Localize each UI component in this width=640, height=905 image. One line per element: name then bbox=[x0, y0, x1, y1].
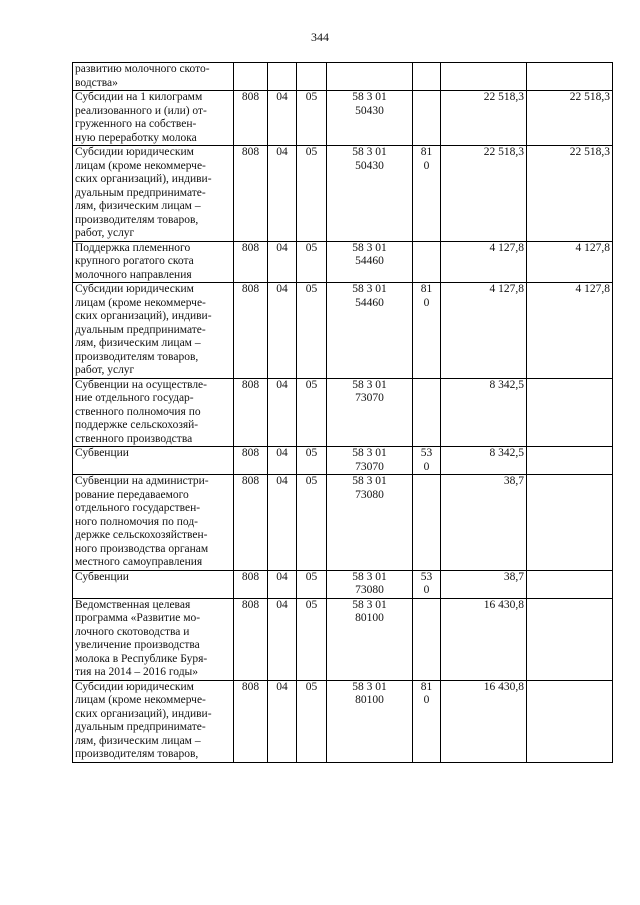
table-row bbox=[73, 475, 613, 571]
name-line: держке сельскохозяйствен- bbox=[75, 529, 208, 541]
csr-line: 58 3 01 bbox=[352, 598, 387, 611]
table-row bbox=[73, 447, 613, 475]
name-line: Субсидии юридическим bbox=[75, 283, 194, 295]
expense-type-cell bbox=[413, 91, 441, 146]
table-row bbox=[73, 378, 613, 447]
amount-2015-cell: 4 127,8 bbox=[441, 241, 527, 283]
item-name-cell bbox=[73, 680, 234, 762]
ministry-code-cell: 808 bbox=[234, 447, 268, 475]
name-line: ственного полномочия по bbox=[75, 405, 201, 418]
vr-line: 81 bbox=[420, 146, 433, 158]
csr-line: 58 3 01 bbox=[352, 241, 387, 254]
name-line: увеличение производства bbox=[75, 639, 200, 651]
name-line: ских организаций), индиви- bbox=[75, 310, 212, 322]
name-line: программа «Развитие мо- bbox=[75, 612, 201, 624]
subsection-code-cell: 05 bbox=[297, 680, 327, 762]
name-line: Поддержка племенного bbox=[75, 241, 191, 254]
name-line: отдельного государствен- bbox=[75, 502, 201, 514]
item-name-cell bbox=[73, 570, 234, 598]
subsection-code-cell: 05 bbox=[297, 283, 327, 379]
name-line: Субсидии на 1 килограмм bbox=[75, 91, 203, 103]
subsection-code-cell: 05 bbox=[297, 570, 327, 598]
name-line: груженного на собствен- bbox=[75, 118, 197, 130]
section-code-cell: 04 bbox=[268, 241, 297, 283]
section-code-cell: 04 bbox=[268, 378, 297, 447]
expense-type-cell bbox=[413, 378, 441, 447]
name-line: Субвенции bbox=[75, 447, 129, 459]
ministry-code-cell: 808 bbox=[234, 570, 268, 598]
ministry-code-cell: 808 bbox=[234, 475, 268, 571]
table-row bbox=[73, 283, 613, 379]
expense-type-cell bbox=[413, 598, 441, 680]
target-article-cell bbox=[327, 570, 413, 598]
section-code-cell: 04 bbox=[268, 680, 297, 762]
amount-2015-cell: 8 342,5 bbox=[441, 447, 527, 475]
amount-2016-cell bbox=[527, 570, 613, 598]
vr-line: 0 bbox=[423, 584, 430, 596]
name-line: Субсидии юридическим bbox=[75, 680, 194, 693]
name-line: ских организаций), индиви- bbox=[75, 173, 212, 185]
item-name-cell bbox=[73, 146, 234, 242]
subsection-code-cell: 05 bbox=[297, 146, 327, 242]
table-row bbox=[73, 570, 613, 598]
csr-line: 58 3 01 bbox=[352, 475, 387, 487]
amount-2015-cell: 38,7 bbox=[441, 570, 527, 598]
expense-type-cell bbox=[413, 241, 441, 283]
ministry-code-cell: 808 bbox=[234, 378, 268, 447]
csr-line: 73070 bbox=[355, 392, 384, 404]
ministry-code-cell bbox=[234, 63, 268, 91]
name-line: дуальным предпринимате- bbox=[75, 323, 206, 336]
vr-line: 0 bbox=[423, 159, 430, 172]
amount-2016-cell bbox=[527, 447, 613, 475]
name-line: дуальным предпринимате- bbox=[75, 721, 206, 733]
name-line: лицам (кроме некоммерче- bbox=[75, 694, 206, 706]
csr-line: 58 3 01 bbox=[352, 447, 387, 459]
name-line: крупного рогатого скота bbox=[75, 255, 194, 267]
vr-line: 53 bbox=[420, 447, 433, 459]
name-line: лицам (кроме некоммерче- bbox=[75, 296, 206, 309]
table-row bbox=[73, 63, 613, 91]
section-code-cell bbox=[268, 63, 297, 91]
table-row bbox=[73, 598, 613, 680]
name-line: лицам (кроме некоммерче- bbox=[75, 159, 206, 172]
expense-type-cell bbox=[413, 570, 441, 598]
name-line: работ, услуг bbox=[75, 364, 135, 376]
target-article-cell bbox=[327, 283, 413, 379]
target-article-cell bbox=[327, 680, 413, 762]
vr-line: 0 bbox=[423, 694, 430, 706]
name-line: ственного производства bbox=[75, 432, 193, 445]
amount-2016-cell: 22 518,3 bbox=[527, 91, 613, 146]
item-name-cell bbox=[73, 63, 234, 91]
name-line: развитию молочного ското- bbox=[75, 63, 210, 75]
item-name-cell bbox=[73, 283, 234, 379]
target-article-cell bbox=[327, 241, 413, 283]
amount-2016-cell bbox=[527, 598, 613, 680]
target-article-cell bbox=[327, 146, 413, 242]
section-code-cell: 04 bbox=[268, 146, 297, 242]
section-code-cell: 04 bbox=[268, 475, 297, 571]
ministry-code-cell: 808 bbox=[234, 680, 268, 762]
name-line: производителям товаров, bbox=[75, 350, 199, 363]
amount-2015-cell bbox=[441, 63, 527, 91]
item-name-cell bbox=[73, 447, 234, 475]
page-number: 344 bbox=[311, 30, 329, 44]
vr-line: 0 bbox=[423, 460, 430, 473]
table-row bbox=[73, 241, 613, 283]
item-name-cell bbox=[73, 378, 234, 447]
vr-line: 53 bbox=[420, 570, 433, 583]
ministry-code-cell: 808 bbox=[234, 241, 268, 283]
ministry-code-cell: 808 bbox=[234, 91, 268, 146]
amount-2015-cell: 4 127,8 bbox=[441, 283, 527, 379]
csr-line: 58 3 01 bbox=[352, 570, 387, 583]
table-row bbox=[73, 680, 613, 762]
csr-line: 58 3 01 bbox=[352, 283, 387, 295]
name-line: ного производства органам bbox=[75, 542, 209, 555]
csr-line: 80100 bbox=[355, 694, 384, 706]
vr-line: 0 bbox=[423, 296, 430, 309]
csr-line: 58 3 01 bbox=[352, 146, 387, 158]
subsection-code-cell: 05 bbox=[297, 91, 327, 146]
expense-type-cell bbox=[413, 63, 441, 91]
budget-table bbox=[72, 62, 613, 763]
table-row bbox=[73, 146, 613, 242]
target-article-cell bbox=[327, 598, 413, 680]
item-name-cell bbox=[73, 475, 234, 571]
name-line: лям, физическим лицам – bbox=[75, 734, 201, 747]
ministry-code-cell: 808 bbox=[234, 146, 268, 242]
amount-2016-cell: 4 127,8 bbox=[527, 241, 613, 283]
csr-line: 73080 bbox=[355, 488, 384, 501]
name-line: рование передаваемого bbox=[75, 488, 189, 501]
name-line: ских организаций), индиви- bbox=[75, 707, 212, 720]
expense-type-cell bbox=[413, 447, 441, 475]
section-code-cell: 04 bbox=[268, 598, 297, 680]
section-code-cell: 04 bbox=[268, 447, 297, 475]
amount-2016-cell bbox=[527, 63, 613, 91]
amount-2015-cell: 16 430,8 bbox=[441, 680, 527, 762]
amount-2016-cell bbox=[527, 475, 613, 571]
section-code-cell: 04 bbox=[268, 283, 297, 379]
subsection-code-cell: 05 bbox=[297, 241, 327, 283]
amount-2015-cell: 22 518,3 bbox=[441, 146, 527, 242]
csr-line: 73070 bbox=[355, 460, 384, 473]
name-line: лям, физическим лицам – bbox=[75, 200, 201, 212]
subsection-code-cell: 05 bbox=[297, 475, 327, 571]
target-article-cell bbox=[327, 447, 413, 475]
amount-2015-cell: 22 518,3 bbox=[441, 91, 527, 146]
amount-2015-cell: 16 430,8 bbox=[441, 598, 527, 680]
name-line: дуальным предпринимате- bbox=[75, 186, 206, 199]
name-line: лочного скотоводства и bbox=[75, 625, 190, 638]
name-line: молочного направления bbox=[75, 268, 192, 281]
amount-2016-cell: 22 518,3 bbox=[527, 146, 613, 242]
subsection-code-cell: 05 bbox=[297, 447, 327, 475]
amount-2016-cell bbox=[527, 680, 613, 762]
csr-line: 50430 bbox=[355, 104, 384, 117]
name-line: лям, физическим лицам – bbox=[75, 337, 201, 349]
name-line: ного полномочия по под- bbox=[75, 515, 199, 528]
csr-line: 54460 bbox=[355, 296, 384, 309]
amount-2016-cell: 4 127,8 bbox=[527, 283, 613, 379]
name-line: водства» bbox=[75, 76, 118, 89]
name-line: реализованного и (или) от- bbox=[75, 104, 207, 117]
amount-2016-cell bbox=[527, 378, 613, 447]
target-article-cell bbox=[327, 378, 413, 447]
name-line: производителям товаров, bbox=[75, 213, 199, 226]
name-line: ную переработку молока bbox=[75, 131, 197, 144]
subsection-code-cell bbox=[297, 63, 327, 91]
expense-type-cell bbox=[413, 680, 441, 762]
subsection-code-cell: 05 bbox=[297, 598, 327, 680]
section-code-cell: 04 bbox=[268, 570, 297, 598]
name-line: местного самоуправления bbox=[75, 556, 203, 568]
name-line: Ведомственная целевая bbox=[75, 598, 191, 611]
expense-type-cell bbox=[413, 475, 441, 571]
csr-line: 58 3 01 bbox=[352, 91, 387, 103]
table-row bbox=[73, 91, 613, 146]
section-code-cell: 04 bbox=[268, 91, 297, 146]
name-line: производителям товаров, bbox=[75, 748, 199, 760]
ministry-code-cell: 808 bbox=[234, 598, 268, 680]
item-name-cell bbox=[73, 91, 234, 146]
name-line: ние отдельного государ- bbox=[75, 392, 194, 404]
vr-line: 81 bbox=[420, 680, 433, 693]
target-article-cell bbox=[327, 475, 413, 571]
expense-type-cell bbox=[413, 283, 441, 379]
csr-line: 50430 bbox=[355, 159, 384, 172]
target-article-cell bbox=[327, 91, 413, 146]
vr-line: 81 bbox=[420, 283, 433, 295]
expense-type-cell bbox=[413, 146, 441, 242]
name-line: молока в Республике Буря- bbox=[75, 652, 208, 665]
csr-line: 58 3 01 bbox=[352, 680, 387, 693]
name-line: Субвенции на администри- bbox=[75, 475, 209, 487]
amount-2015-cell: 38,7 bbox=[441, 475, 527, 571]
csr-line: 54460 bbox=[355, 255, 384, 267]
item-name-cell bbox=[73, 241, 234, 283]
csr-line: 58 3 01 bbox=[352, 378, 387, 391]
csr-line: 73080 bbox=[355, 584, 384, 596]
name-line: тия на 2014 – 2016 годы» bbox=[75, 666, 199, 678]
name-line: Субвенции на осуществле- bbox=[75, 378, 207, 391]
name-line: Субсидии юридическим bbox=[75, 146, 194, 158]
ministry-code-cell: 808 bbox=[234, 283, 268, 379]
item-name-cell bbox=[73, 598, 234, 680]
name-line: Субвенции bbox=[75, 570, 129, 583]
name-line: поддержке сельскохозяй- bbox=[75, 419, 199, 431]
name-line: работ, услуг bbox=[75, 227, 135, 239]
amount-2015-cell: 8 342,5 bbox=[441, 378, 527, 447]
target-article-cell bbox=[327, 63, 413, 91]
csr-line: 80100 bbox=[355, 612, 384, 624]
subsection-code-cell: 05 bbox=[297, 378, 327, 447]
